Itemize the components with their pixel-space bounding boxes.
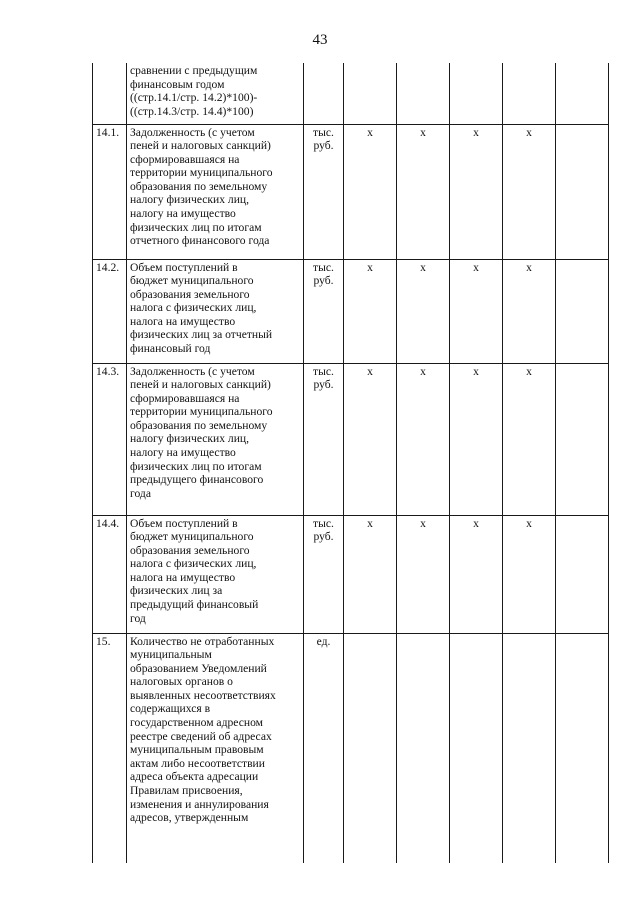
row-number: 14.4.	[93, 515, 127, 633]
row-value-cell: x	[344, 363, 397, 515]
row-description: Задолженность (с учетом пеней и налоговых санкций) сформировавшаяся на территории муниципального образования по земельному налогу физических лиц, налогу на имущество физических лиц по итогам предыдущего финансового года	[127, 363, 304, 515]
row-value-cell: x	[397, 363, 450, 515]
table-row	[93, 259, 609, 363]
row-value-cell	[397, 63, 450, 124]
row-value-cell: x	[344, 259, 397, 363]
row-value-cell	[450, 63, 503, 124]
table-row	[93, 363, 609, 515]
row-unit	[304, 63, 344, 124]
row-unit: тыс. руб.	[304, 259, 344, 363]
row-unit: ед.	[304, 633, 344, 863]
row-description: Объем поступлений в бюджет муниципального образования земельного налога с физических лиц, налога на имущество физических лиц за предыдущий финансовый год	[127, 515, 304, 633]
row-value-cell	[556, 363, 609, 515]
row-unit: тыс. руб.	[304, 515, 344, 633]
page-number: 43	[312, 32, 328, 48]
row-value-cell: x	[450, 515, 503, 633]
table-row	[93, 633, 609, 863]
row-value-cell: x	[503, 363, 556, 515]
row-description: Количество не отработанных муниципальным образованием Уведомлений налоговых органов о выявленных несоответствиях содержащихся в государственном адресном реестре сведений об адресах муниципальным правовым актам либо несоответствии адреса объекта адресации Правилам присвоения, изменения и аннулирования адресов, утвержденным	[127, 633, 304, 863]
row-value-cell	[397, 633, 450, 863]
row-value-cell	[556, 515, 609, 633]
row-value-cell: x	[503, 259, 556, 363]
row-description: Задолженность (с учетом пеней и налоговых санкций) сформировавшаяся на территории муниципального образования по земельному налогу физических лиц, налогу на имущество физических лиц по итогам отчетного финансового года	[127, 124, 304, 259]
row-unit: тыс. руб.	[304, 363, 344, 515]
row-value-cell: x	[503, 124, 556, 259]
row-value-cell	[556, 124, 609, 259]
row-number	[93, 63, 127, 124]
row-value-cell: x	[503, 515, 556, 633]
row-value-cell: x	[344, 515, 397, 633]
table-row	[93, 63, 609, 124]
row-value-cell: x	[397, 259, 450, 363]
row-number: 14.1.	[93, 124, 127, 259]
row-value-cell	[556, 259, 609, 363]
row-number: 14.3.	[93, 363, 127, 515]
table-row	[93, 515, 609, 633]
row-value-cell: x	[450, 124, 503, 259]
row-value-cell	[503, 63, 556, 124]
row-value-cell	[556, 63, 609, 124]
row-value-cell	[344, 63, 397, 124]
indicator-table	[92, 63, 609, 863]
row-description: сравнении с предыдущим финансовым годом ((стр.14.1/стр. 14.2)*100)- ((стр.14.3/стр. 14.4)*100)	[127, 63, 304, 124]
table-row	[93, 124, 609, 259]
row-value-cell: x	[397, 515, 450, 633]
table-body	[93, 63, 609, 863]
row-unit: тыс. руб.	[304, 124, 344, 259]
row-number: 14.2.	[93, 259, 127, 363]
row-value-cell: x	[450, 363, 503, 515]
row-value-cell	[450, 633, 503, 863]
row-value-cell: x	[450, 259, 503, 363]
row-value-cell: x	[397, 124, 450, 259]
row-value-cell	[344, 633, 397, 863]
row-description: Объем поступлений в бюджет муниципального образования земельного налога с физических лиц, налога на имущество физических лиц за отчетный финансовый год	[127, 259, 304, 363]
row-value-cell: x	[344, 124, 397, 259]
row-number: 15.	[93, 633, 127, 863]
row-value-cell	[556, 633, 609, 863]
row-value-cell	[503, 633, 556, 863]
